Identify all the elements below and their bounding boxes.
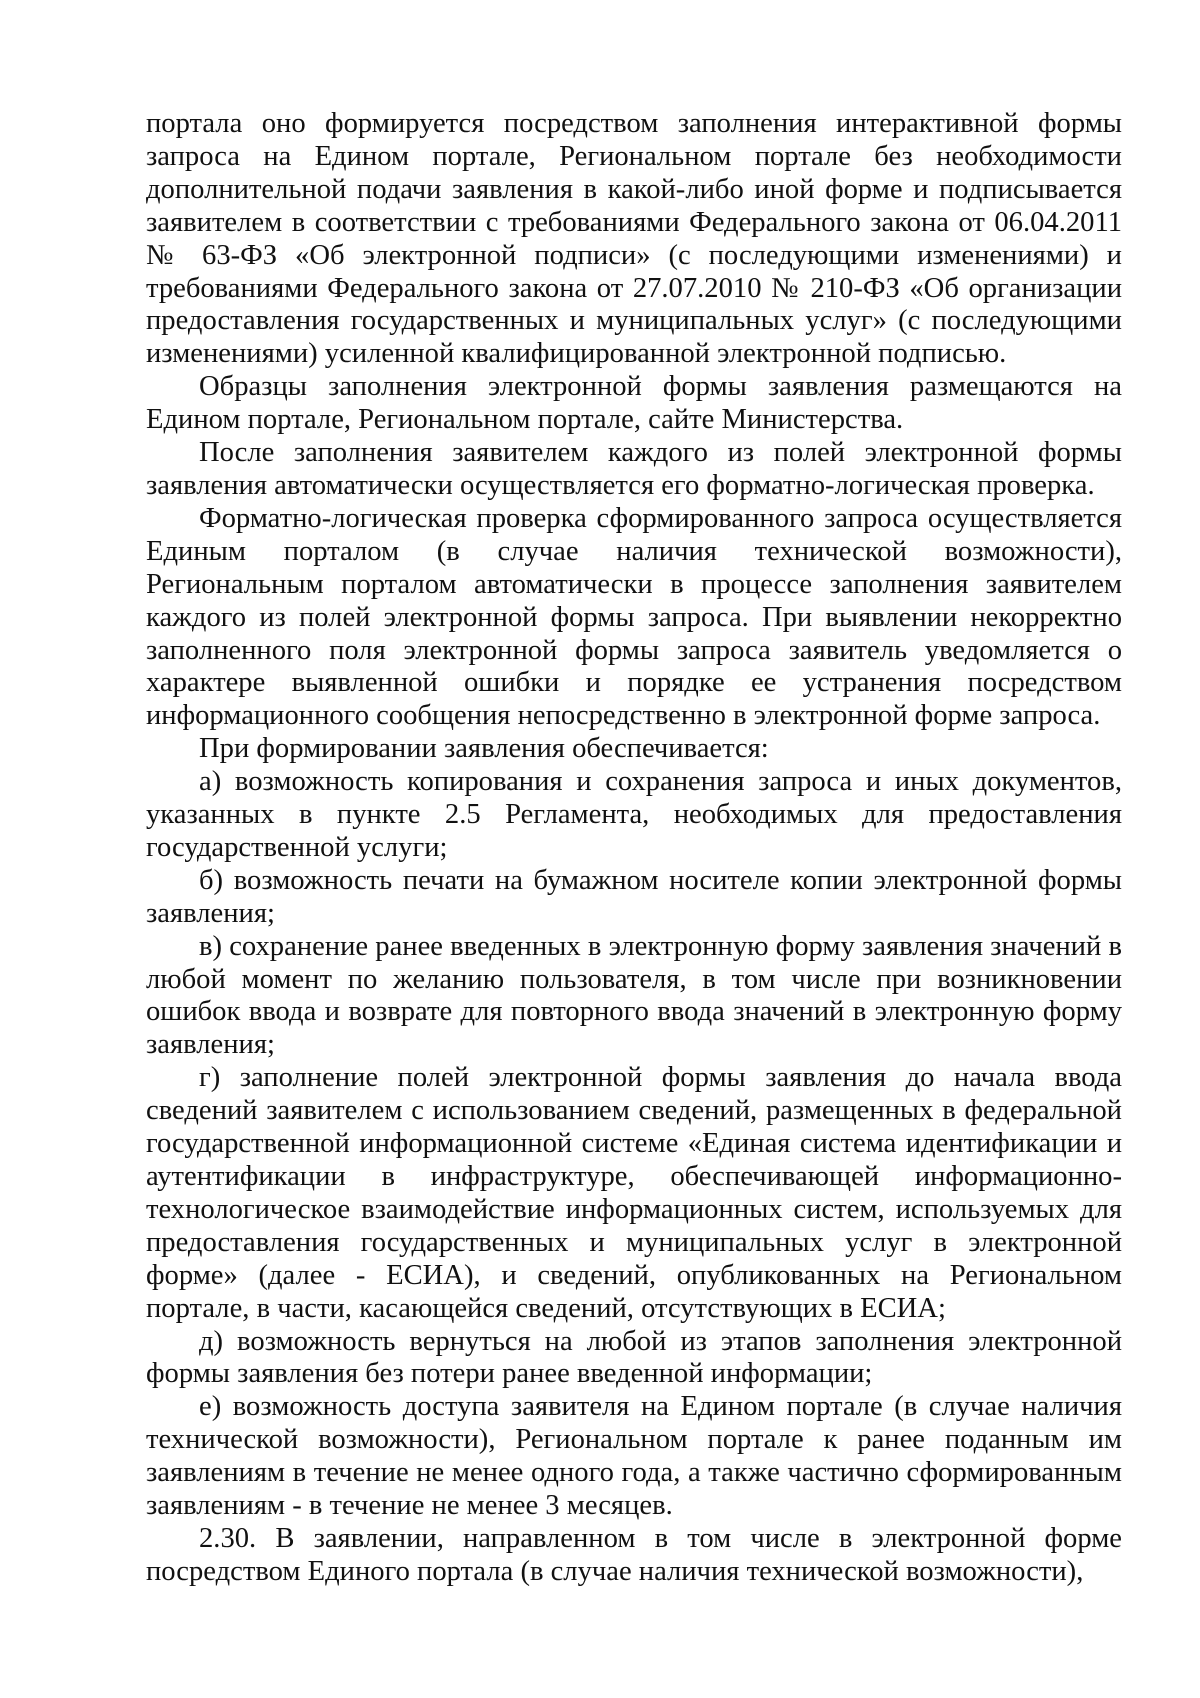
document-page [146,108,1122,1589]
paragraph-continuation: портала оно формируется посредством заполнения интерактивной формы запроса на Едином портале, Региональном портале без необходимости дополнительной подачи заявления в какой-либо иной форме и подписывается заявителем в соответствии с требованиями Федерального закона от 06.04.2011 № 63-ФЗ «Об электронной подписи» (с последующими изменениями) и требованиями Федерального закона от 27.07.2010 № 210-ФЗ «Об организации предоставления государственных и муниципальных услуг» (с последующими изменениями) усиленной квалифицированной электронной подписью. [146,108,1122,370]
list-item-g: г) заполнение полей электронной формы заявления до начала ввода сведений заявителем с использованием сведений, размещенных в федеральной государственной информационной системе «Единая система идентификации и аутентификации в инфраструктуре, обеспечивающей информационно-технологическое взаимодействие информационных систем, используемых для предоставления государственных и муниципальных услуг в электронной форме» (далее - ЕСИА), и сведений, опубликованных на Региональном портале, в части, касающейся сведений, отсутствующих в ЕСИА; [146,1062,1122,1324]
list-item-b: б) возможность печати на бумажном носителе копии электронной формы заявления; [146,864,1122,929]
paragraph-provided: При формировании заявления обеспечивается: [199,733,769,765]
paragraph-samples: Образцы заполнения электронной формы заявления размещаются на Едином портале, Региональном портале, сайте Министерства. [146,371,1122,436]
paragraph-2-30: 2.30. В заявлении, направленном в том числе в электронной форме посредством Единого портала (в случае наличия технической возможности), [146,1522,1122,1587]
list-item-a: а) возможность копирования и сохранения запроса и иных документов, указанных в пункте 2.5 Регламента, необходимых для предоставления государственной услуги; [146,766,1122,863]
list-item-d: д) возможность вернуться на любой из этапов заполнения электронной формы заявления без потери ранее введенной информации; [146,1325,1122,1390]
paragraph-after-filling: После заполнения заявителем каждого из полей электронной формы заявления автоматически осуществляется его форматно-логическая проверка. [146,437,1122,501]
paragraph-format-check: Форматно-логическая проверка сформированного запроса осуществляется Единым порталом (в случае наличия технической возможности), Региональным порталом автоматически в процессе заполнения заявителем каждого из полей электронной формы запроса. При выявлении некорректно заполненного поля электронной формы запроса заявитель уведомляется о характере выявленной ошибки и порядке ее устранения посредством информационного сообщения непосредственно в электронной форме запроса. [146,502,1122,732]
list-item-e: е) возможность доступа заявителя на Едином портале (в случае наличия технической возможности), Региональном портале к ранее поданным им заявлениям в течение не менее одного года, а также частично сформированным заявлениям - в течение не менее 3 месяцев. [146,1391,1122,1522]
list-item-v: в) сохранение ранее введенных в электронную форму заявления значений в любой момент по желанию пользователя, в том числе при возникновении ошибок ввода и возврате для повторного ввода значений в электронную форму заявления; [146,930,1122,1061]
